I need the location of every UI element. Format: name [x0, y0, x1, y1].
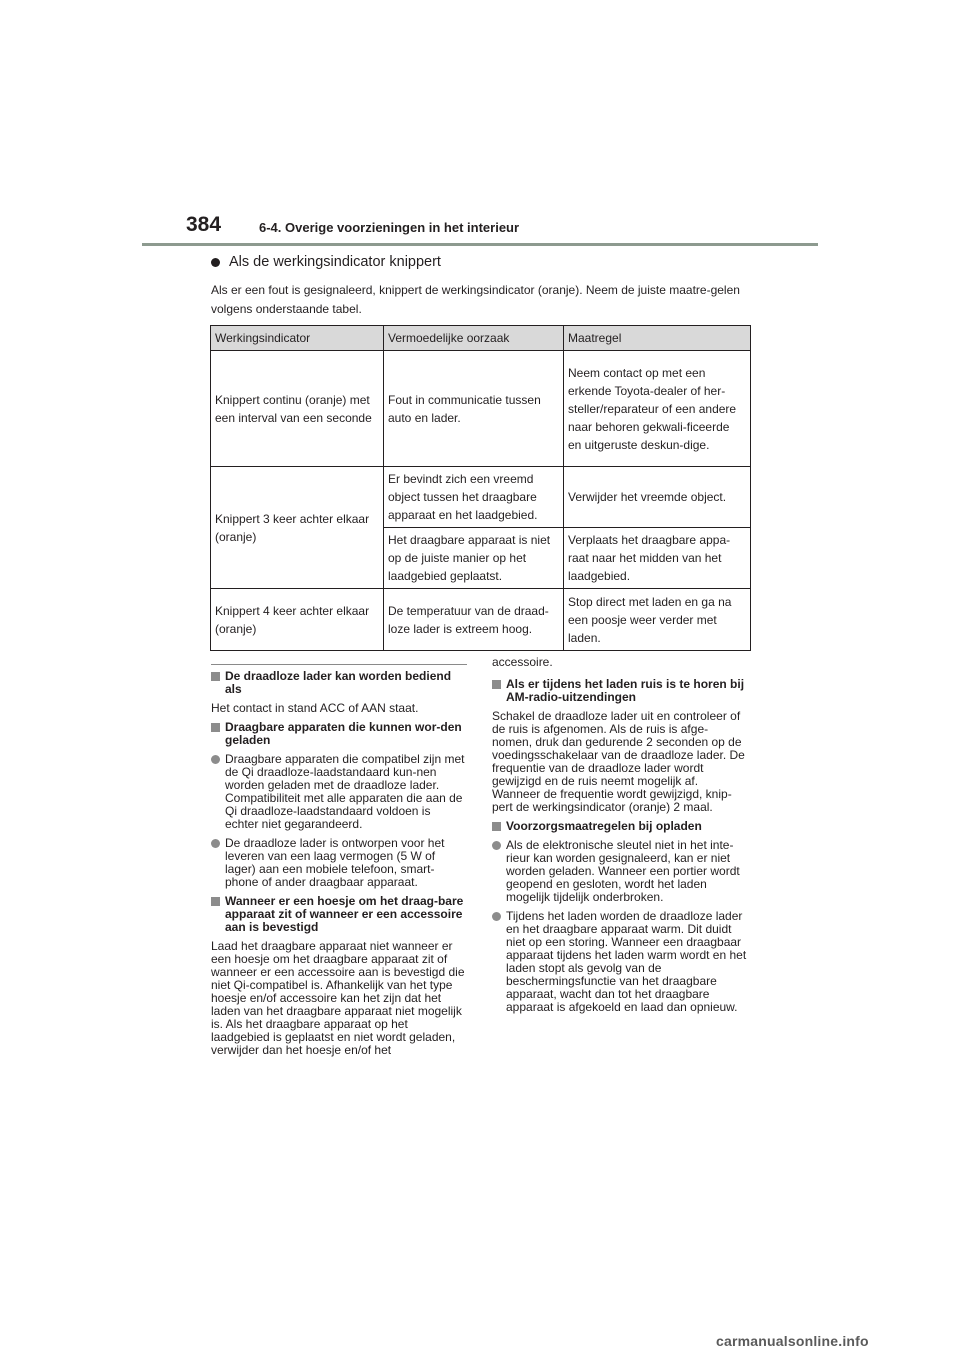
page-number: 384: [186, 213, 222, 236]
round-bullet-icon: [492, 841, 501, 850]
header-rule: [142, 243, 818, 246]
subheading-text: Wanneer er een hoesje om het draag-bare apparaat zit of wanneer er een accessoire aan is bevestigd: [225, 894, 464, 934]
table-row: [211, 351, 751, 467]
subheading: [211, 670, 467, 696]
round-bullet-icon: [492, 912, 501, 921]
subheading-text: De draadloze lader kan worden bediend als: [225, 669, 452, 696]
column-divider-rule: [211, 664, 467, 665]
bullet-dot-icon: [211, 258, 220, 267]
table-cell: Knippert 4 keer achter elkaar (oranje): [211, 589, 384, 651]
subheading-text: Voorzorgsmaatregelen bij opladen: [506, 819, 702, 833]
square-bullet-icon: [211, 723, 220, 732]
table-cell: Stop direct met laden en ga na een poosje weer verder met laden.: [564, 589, 751, 651]
table-cell: Knippert 3 keer achter elkaar (oranje): [211, 467, 384, 589]
subheading: [492, 678, 748, 704]
subheading-text: Draagbare apparaten die kunnen wor-den geladen: [225, 720, 462, 747]
paragraph: Laad het draagbare apparaat niet wanneer er een hoesje om het draagbare apparaat zit of wanneer er een accessoire aan is bevestigd die niet Qi-compatibel is. Afhankelijk van het type hoesje en/of accessoire kan het zijn dat het laden van het draagbare apparaat niet mogelijk is. Als het draagbare apparaat op het laadgebied is geplaatst en niet wordt geladen, verwijder dan het hoesje en/of het: [211, 939, 465, 1057]
table-cell: Neem contact op met een erkende Toyota-dealer of her-steller/reparateur of een andere naar behoren gekwali-ficeerde en uitgeruste deskun-dige.: [564, 351, 751, 467]
table-header-row: [211, 326, 751, 351]
list-item-text: Draagbare apparaten die compatibel zijn met de Qi draadloze-laadstandaard kun-nen worden geladen met de draadloze lader. Compatibiliteit met alle apparaten die aan de Qi draadloze-laadstandaard voldoen is echter niet gegarandeerd.: [225, 752, 465, 831]
table-cell: Verwijder het vreemde object.: [564, 467, 751, 528]
round-bullet-icon: [211, 755, 220, 764]
table-cell: Knippert continu (oranje) met een interval van een seconde: [211, 351, 384, 467]
table-cell: Fout in communicatie tussen auto en lader.: [384, 351, 564, 467]
paragraph-continuation: accessoire.: [492, 655, 553, 669]
table-row: [211, 467, 751, 528]
left-column: [211, 670, 467, 1063]
list-item: [492, 910, 748, 1014]
list-item: [211, 753, 467, 831]
list-item-text: Als de elektronische sleutel niet in het inte-rieur kan worden gesignaleerd, kan er niet worden geladen. Wanneer een portier wordt geopend en gesloten, wordt het laden mogelijk tijdelijk onderbroken.: [506, 838, 740, 904]
list-item: [211, 837, 467, 889]
subheading: [492, 820, 748, 833]
subheading: [211, 721, 467, 747]
list-item-text: De draadloze lader is ontworpen voor het leveren van een laag vermogen (5 W of lager) aan een mobiele telefoon, smart-phone of ander draagbaar apparaat.: [225, 836, 445, 889]
indicator-table: [210, 325, 751, 651]
square-bullet-icon: [211, 672, 220, 681]
table-cell: Er bevindt zich een vreemd object tussen het draagbare apparaat en het laadgebied.: [384, 467, 564, 528]
section-heading: [211, 254, 441, 270]
heading-text: Als de werkingsindicator knippert: [229, 254, 441, 270]
subheading-text: Als er tijdens het laden ruis is te horen bij AM-radio-uitzendingen: [506, 677, 745, 704]
table-cell: De temperatuur van de draad-loze lader is extreem hoog.: [384, 589, 564, 651]
round-bullet-icon: [211, 839, 220, 848]
table-row: [211, 589, 751, 651]
table-cell: Verplaats het draagbare appa-raat naar het midden van het laadgebied.: [564, 528, 751, 589]
table-header-cell: Vermoedelijke oorzaak: [384, 326, 564, 351]
subheading: [211, 895, 467, 934]
list-item: [492, 839, 748, 904]
list-item-text: Tijdens het laden worden de draadloze lader en het draagbare apparaat warm. Dit duidt niet op een storing. Wanneer een draagbaar apparaat tijdens het laden warm wordt en het laden stopt als gevolg van de beschermingsfunctie van het draagbare apparaat, wacht dan tot het draagbare apparaat is afgekoeld en laad dan opnieuw.: [506, 909, 747, 1014]
table-header-cell: Werkingsindicator: [211, 326, 384, 351]
watermark-logo: carmanualsonline.info: [716, 1333, 869, 1349]
paragraph: Het contact in stand ACC of AAN staat.: [211, 701, 419, 715]
square-bullet-icon: [492, 822, 501, 831]
right-column: [492, 656, 748, 1020]
table-cell: Het draagbare apparaat is niet op de juiste manier op het laadgebied geplaatst.: [384, 528, 564, 589]
intro-paragraph: Als er een fout is gesignaleerd, knippert de werkingsindicator (oranje). Neem de juiste maatre-gelen volgens onderstaande tabel.: [211, 283, 740, 316]
paragraph: Schakel de draadloze lader uit en controleer of de ruis is afgenomen. Als de ruis is afge-nomen, druk dan gedurende 2 seconden op de voedingsschakelaar van de draadloze lader. De frequentie van de draadloze lader wordt gewijzigd en de ruis neemt mogelijk af. Wanneer de frequentie wordt gewijzigd, knip-pert de werkingsindicator (oranje) 2 maal.: [492, 709, 745, 814]
table-header-cell: Maatregel: [564, 326, 751, 351]
square-bullet-icon: [211, 897, 220, 906]
section-title: 6-4. Overige voorzieningen in het interieur: [259, 220, 520, 235]
square-bullet-icon: [492, 680, 501, 689]
